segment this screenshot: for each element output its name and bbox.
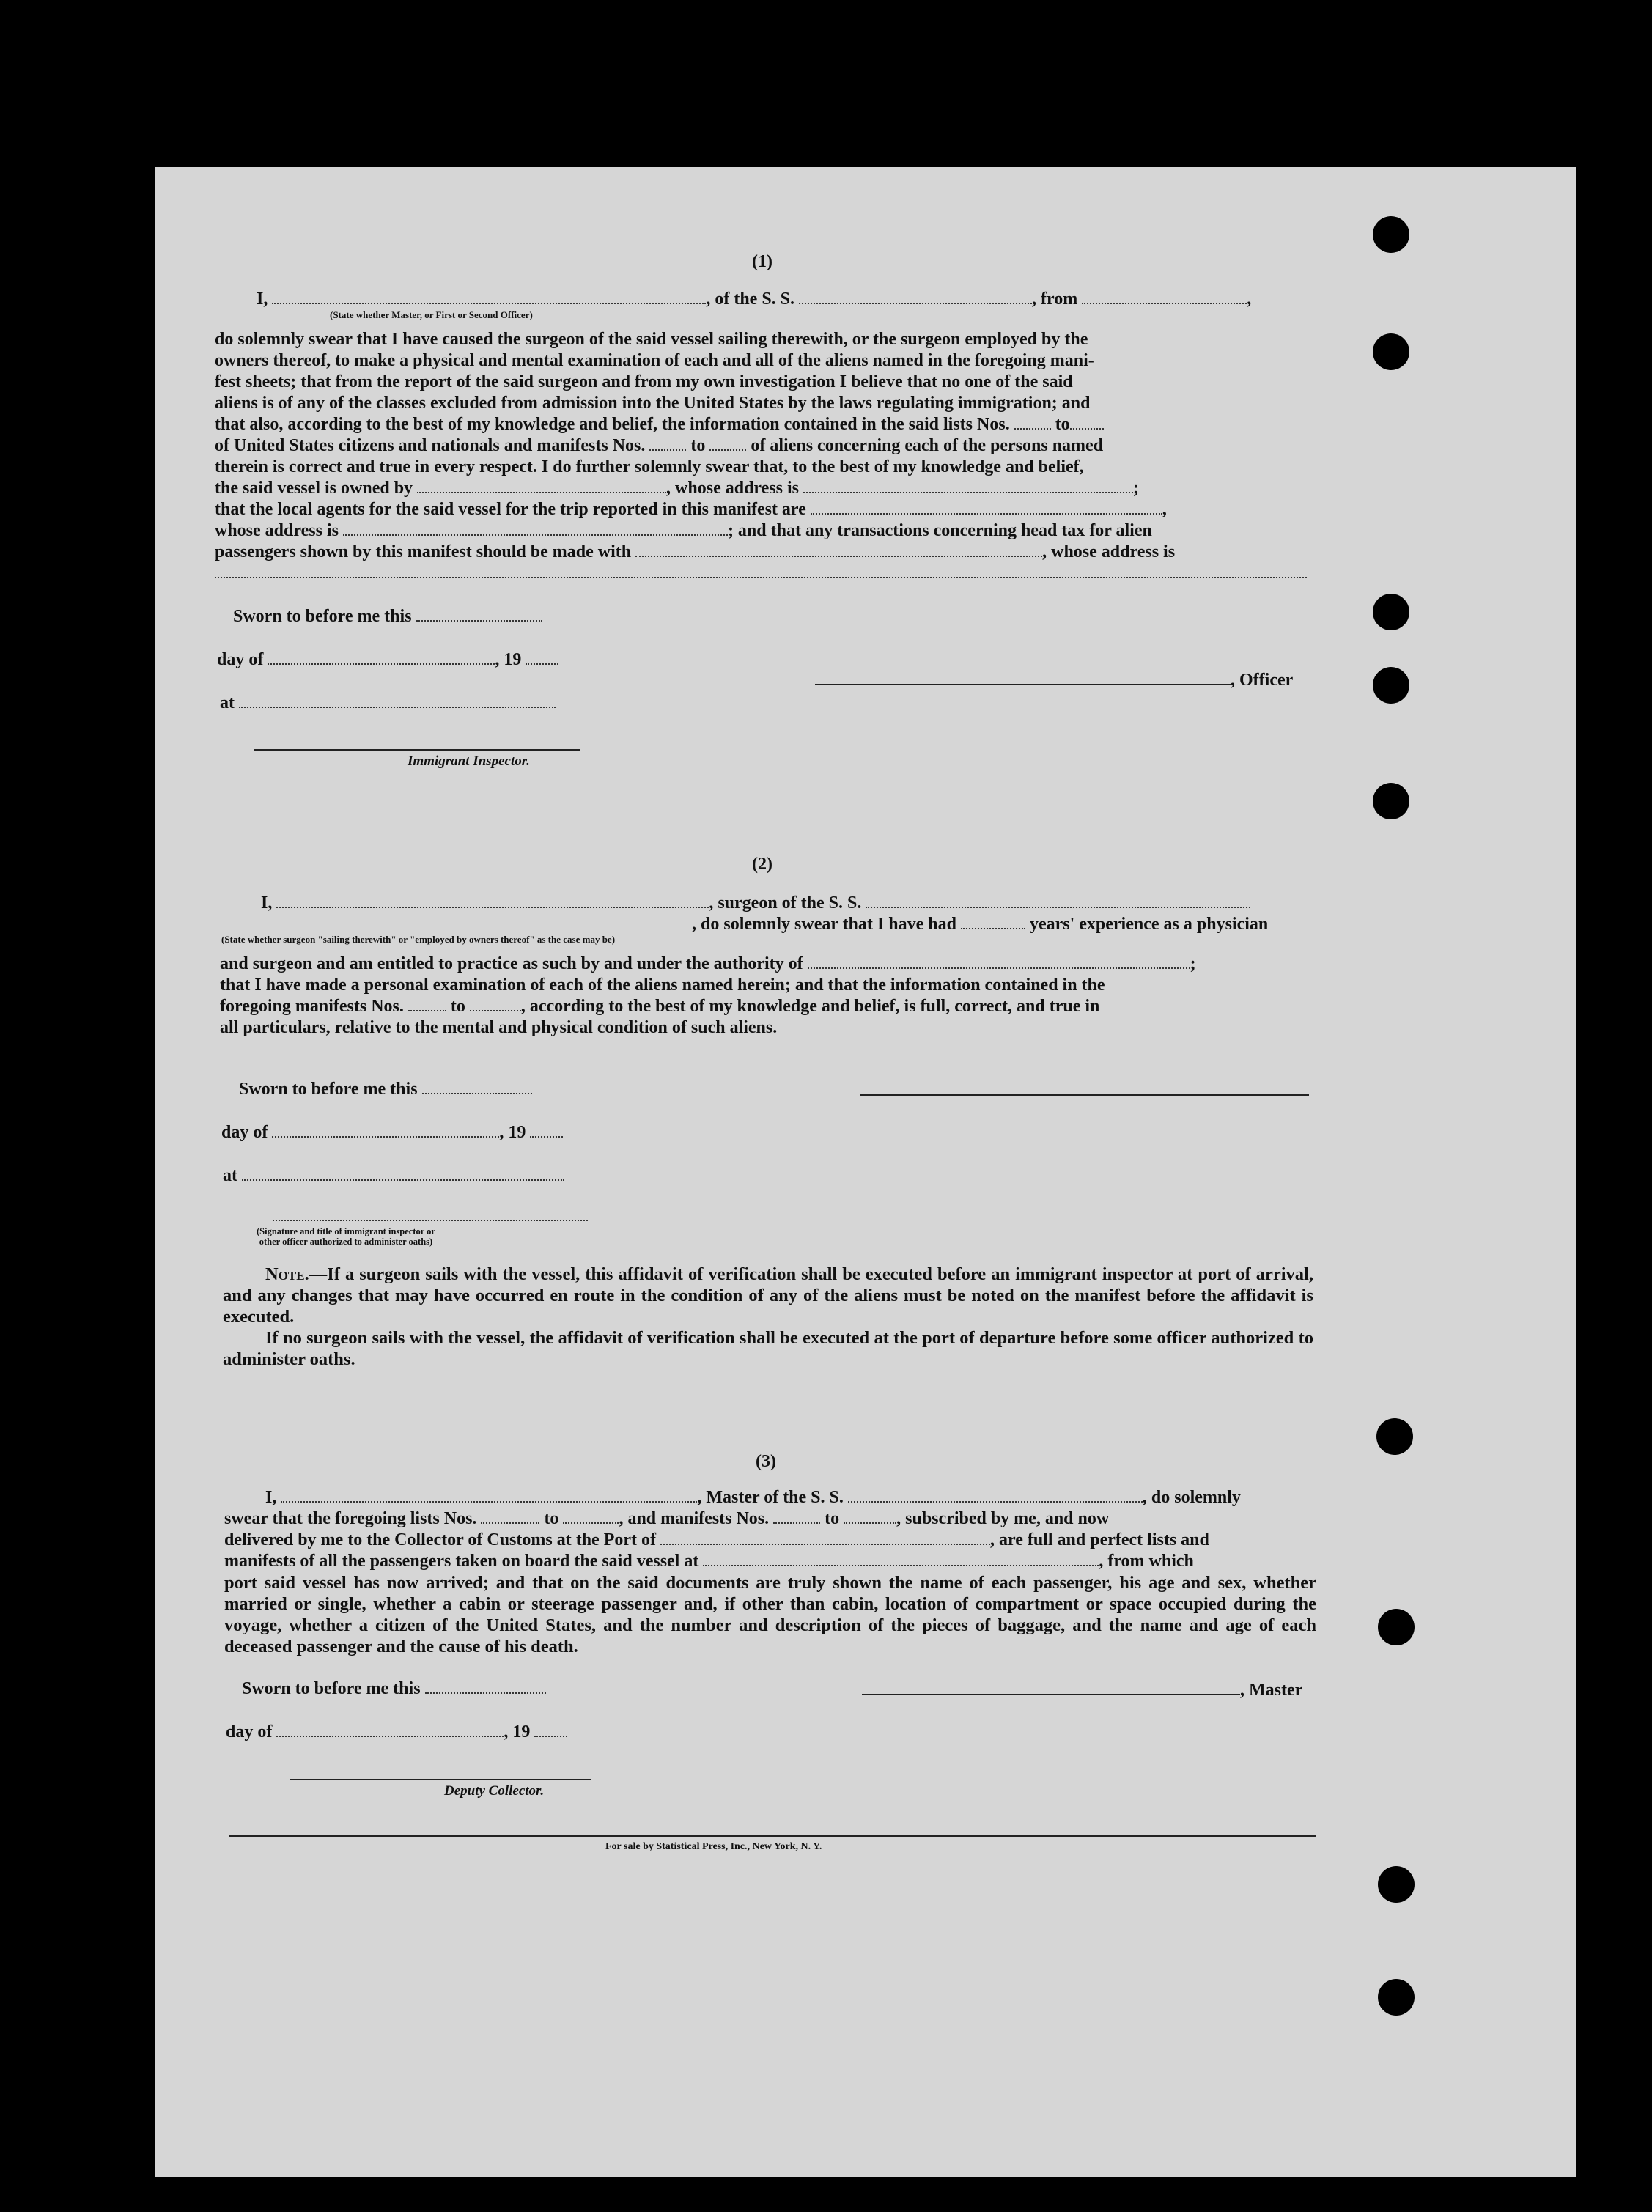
vessel-name-blank bbox=[799, 290, 1032, 304]
binder-hole bbox=[1378, 1609, 1415, 1645]
binder-hole bbox=[1373, 216, 1409, 253]
binder-hole bbox=[1376, 1418, 1413, 1455]
master-name-blank bbox=[272, 290, 706, 304]
section-3-body: port said vessel has now arrived; and that on the said documents are truly shown the name of each passenger, his age and sex, whether married or single, whether a cabin or steerage passenger and, if other than cabin, location of compartment or space occupied during the voyage, whether a citizen of the United States, and the number and description of the pieces of baggage, and the name and age of each deceased passenger and the cause of his death. bbox=[224, 1573, 1316, 1656]
binder-hole bbox=[1373, 667, 1409, 704]
verification-note: Note.—If a surgeon sails with the vessel, this affidavit of verification shall be executed before an immigrant inspector at port of arrival, and any changes that may have occurred en route in the condition of any of the aliens must be noted on the manifest before the affidavit is executed. If no surgeon sails with the vessel, the affidavit of verification shall be executed at the port of departure before some officer authorized to administer oaths. bbox=[223, 1264, 1313, 1369]
binder-hole bbox=[1373, 783, 1409, 819]
section-1-number: (1) bbox=[752, 252, 772, 271]
inspector-signature-line bbox=[254, 749, 580, 751]
oath-administrator-caption: (Signature and title of immigrant inspector or other officer authorized to administer oaths) bbox=[257, 1226, 435, 1247]
master-signature-line bbox=[862, 1694, 1240, 1695]
surgeon-oath-line: I, , surgeon of the S. S. bbox=[261, 893, 1250, 914]
surgeon-status-caption: (State whether surgeon "sailing therewith" or "employed by owners thereof" as the case may be) bbox=[221, 934, 616, 945]
immigrant-inspector-label: Immigrant Inspector. bbox=[408, 753, 530, 769]
footer-rule bbox=[229, 1835, 1316, 1837]
section-2-number: (2) bbox=[752, 855, 772, 874]
printer-imprint: For sale by Statistical Press, Inc., New York, N. Y. bbox=[605, 1841, 822, 1852]
sworn-line-2: Sworn to before me this bbox=[239, 1079, 532, 1100]
master-label: , Master bbox=[1240, 1681, 1303, 1700]
surgeon-signature-line bbox=[860, 1094, 1309, 1096]
master-oath-line: I, , of the S. S. , from , bbox=[257, 290, 1252, 309]
note-label: Note. bbox=[265, 1264, 309, 1284]
sworn-line-1: Sworn to before me this bbox=[233, 606, 542, 627]
section-3-number: (3) bbox=[756, 1452, 776, 1471]
day-of-line-3: day of , 19 bbox=[226, 1722, 567, 1743]
binder-hole bbox=[1373, 333, 1409, 370]
day-of-line-2: day of , 19 bbox=[221, 1122, 563, 1143]
binder-hole bbox=[1378, 1979, 1415, 2016]
at-line-2: at bbox=[223, 1165, 564, 1187]
day-of-line-1: day of , 19 bbox=[217, 649, 558, 671]
sworn-line-3: Sworn to before me this bbox=[242, 1678, 546, 1700]
at-line-1: at bbox=[220, 693, 556, 714]
departure-port-blank bbox=[1082, 290, 1247, 304]
surgeon-vessel-blank bbox=[866, 893, 1250, 908]
binder-hole bbox=[1378, 1866, 1415, 1903]
deputy-collector-label: Deputy Collector. bbox=[444, 1783, 545, 1799]
collector-signature-line bbox=[290, 1779, 591, 1780]
binder-hole bbox=[1373, 594, 1409, 630]
officer-label: , Officer bbox=[1231, 671, 1294, 690]
officer-signature-line bbox=[815, 684, 1231, 685]
master-rank-caption: (State whether Master, or First or Second Officer) bbox=[330, 309, 533, 320]
surgeon-name-blank bbox=[276, 893, 709, 908]
master-declaration-line: I, , Master of the S. S. , do solemnly bbox=[265, 1488, 1241, 1507]
